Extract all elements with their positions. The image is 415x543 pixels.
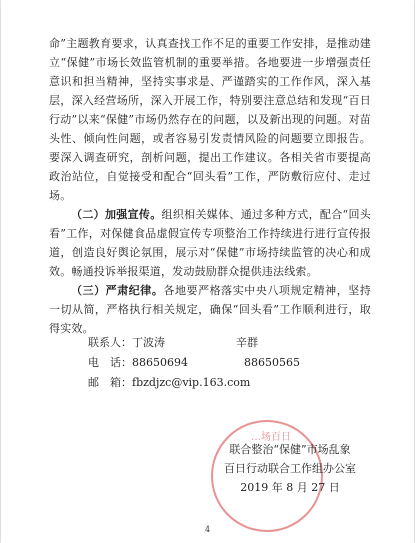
- paragraph-3: [49, 281, 371, 338]
- contact-phone-row: [88, 353, 300, 373]
- contact-person-row: [88, 333, 300, 353]
- paragraph-1: 命”主题教育要求，认真查找工作不足的重要工作安排，是推动建立“保健”市场长效监管机制的重要举措。各地要进一步增强责任意识和担当精神，坚持实事求是、严谨踏实的工作作风，深入基层，深入经营场所，深入开展工作，特别要注意总结和发现“百日行动”以来“保健”市场仍然存在的问题，以及新出现的问题。对苗头性、倾向性问题，或者容易引发责情风险的问题要立即报告。要深入调查研究，剖析问题，提出工作建议。各相关省市要提高政治站位，自觉接受和配合“回头看”工作，严防敷衍应付、走过场。: [49, 37, 371, 202]
- phone-label: 电 话：: [88, 356, 132, 369]
- body-text: [49, 34, 371, 338]
- contact-name-2: 辛群: [236, 336, 258, 349]
- contact-block: [88, 333, 300, 393]
- section-body-2: 组织相关媒体、通过多种方式，配合“回头看”工作，对保健食品虚假宣传专项整治工作持续进行进行宣传报道，创造良好舆论氛围，展示对“保健”市场持续监管的决心和成效。畅通投诉举报渠道，发动鼓励群众提供违法线索。: [49, 208, 371, 278]
- document-page: [1, 0, 414, 543]
- contact-label: 联系人：: [88, 336, 132, 349]
- phone-1: 88650694: [132, 356, 188, 369]
- email-address: fbzdjzc@vip.163.com: [132, 376, 251, 389]
- signature-date: 2019 年 8 月 27 日: [240, 481, 340, 494]
- section-body-3: 各地要严格落实中央八项规定精神，坚持一切从简，严格执行相关规定，确保“回头看”工作顺利进行，取得实效。: [49, 284, 371, 335]
- page-number: 4: [204, 525, 211, 534]
- section-heading-3: （三）严肃纪律。: [71, 284, 164, 297]
- contact-email-row: [88, 373, 300, 393]
- seal-text: …场百日: [251, 432, 291, 443]
- signature-org-line-1: 联合整治“保健”市场乱象: [229, 443, 351, 456]
- section-heading-2: （二）加强宣传。: [71, 208, 162, 221]
- email-label: 邮 箱：: [88, 376, 132, 389]
- contact-name-1: 丁波涛: [132, 336, 165, 349]
- paragraph-2: [49, 205, 371, 281]
- phone-2: 88650565: [244, 356, 300, 369]
- signature-org-line-2: 百日行动联合工作组办公室: [224, 462, 356, 475]
- signature-block: [197, 440, 383, 497]
